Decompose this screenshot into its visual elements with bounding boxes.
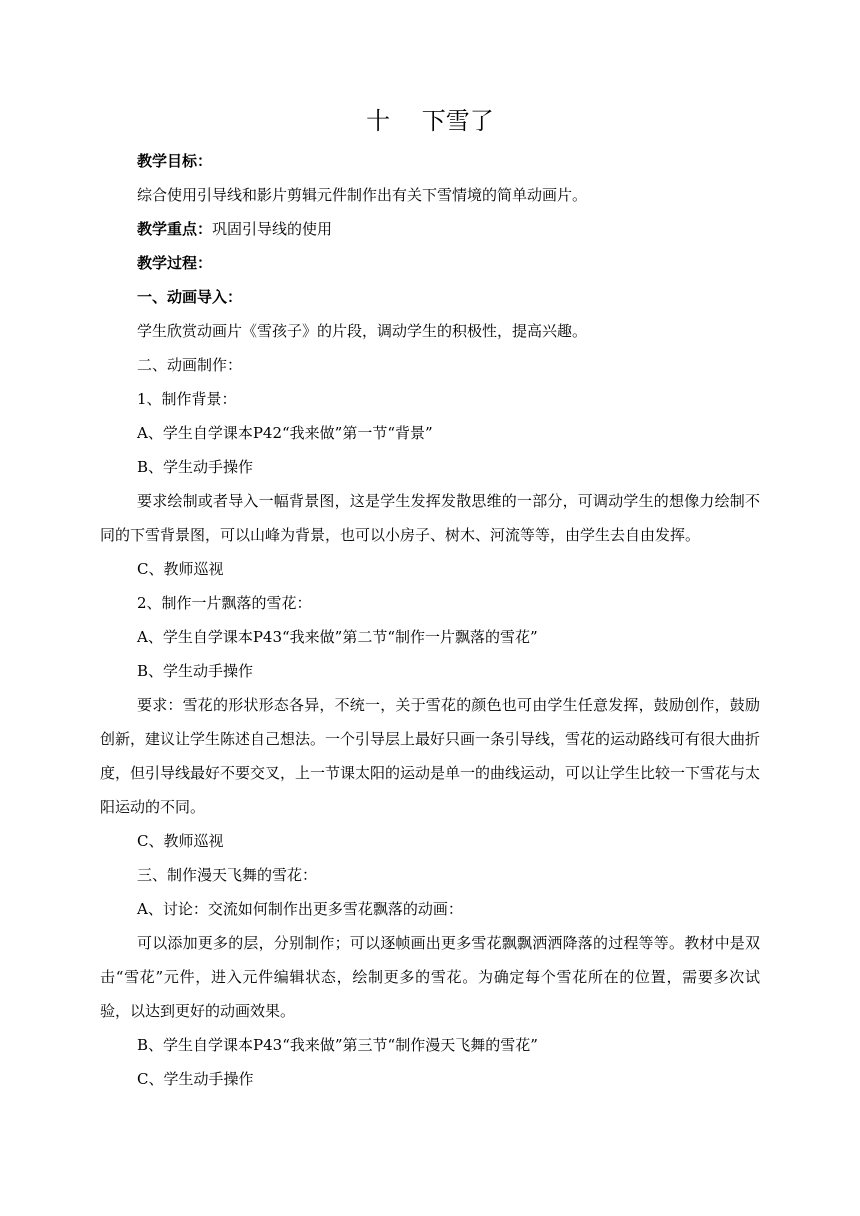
section1-heading: 一、动画导入： <box>137 288 243 306</box>
step2-b: B、学生动手操作 <box>137 662 254 680</box>
step2-requirement: 要求：雪花的形状形态各异，不统一，关于雪花的颜色也可由学生任意发挥，鼓励创作，鼓励创新，建议让学生陈述自己想法。一个引导层上最好只画一条引导线，雪花的运动路线可有很大曲折度，但引导线最好不要交叉，上一节课太阳的运动是单一的曲线运动，可以让学生比较一下雪花与太阳运动的不同。 <box>100 696 761 816</box>
step2-c: C、教师巡视 <box>137 832 224 850</box>
step2-heading: 2、制作一片飘落的雪花： <box>137 594 312 612</box>
step2-a: A、学生自学课本P43“我来做”第二节“制作一片飘落的雪花” <box>137 628 538 646</box>
section3-heading: 三、制作漫天飞舞的雪花： <box>137 866 318 884</box>
document-body <box>100 144 760 1096</box>
focus-heading: 教学重点： <box>137 220 213 238</box>
step1-requirement: 要求绘制或者导入一幅背景图，这是学生发挥发散思维的一部分，可调动学生的想像力绘制不同的下雪背景图，可以山峰为背景，也可以小房子、树木、河流等等，由学生去自由发挥。 <box>100 492 760 544</box>
section1-text: 学生欣赏动画片《雪孩子》的片段，调动学生的积极性，提高兴趣。 <box>137 322 588 340</box>
focus-text: 巩固引导线的使用 <box>212 220 333 238</box>
page-title: 十 下雪了 <box>366 107 494 135</box>
section3-description: 可以添加更多的层，分别制作；可以逐帧画出更多雪花飘飘洒洒降落的过程等等。教材中是双击“雪花”元件，进入元件编辑状态，绘制更多的雪花。为确定每个雪花所在的位置，需要多次试验，以达到更好的动画效果。 <box>100 934 760 1020</box>
goal-heading: 教学目标： <box>137 152 213 170</box>
goal-text: 综合使用引导线和影片剪辑元件制作出有关下雪情境的简单动画片。 <box>137 186 588 204</box>
section2-heading: 二、动画制作： <box>137 356 243 374</box>
section3-a: A、讨论：交流如何制作出更多雪花飘落的动画： <box>137 900 463 918</box>
process-heading: 教学过程： <box>137 254 213 272</box>
step1-b: B、学生动手操作 <box>137 458 254 476</box>
step1-c: C、教师巡视 <box>137 560 224 578</box>
step1-heading: 1、制作背景： <box>137 390 237 408</box>
section3-b: B、学生自学课本P43“我来做”第三节“制作漫天飞舞的雪花” <box>137 1036 538 1054</box>
focus-paragraph <box>100 212 760 246</box>
section3-c: C、学生动手操作 <box>137 1070 254 1088</box>
step1-a: A、学生自学课本P42“我来做”第一节“背景” <box>137 424 433 442</box>
